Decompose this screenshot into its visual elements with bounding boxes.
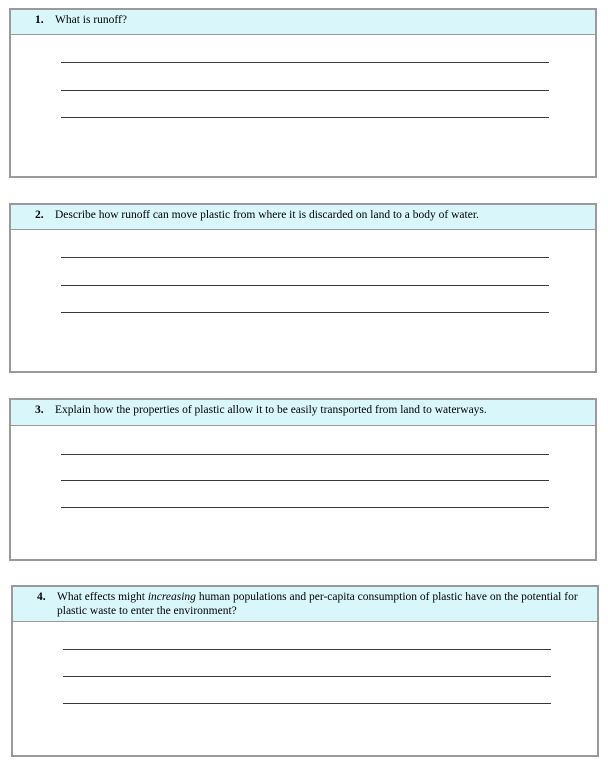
question-3-header bbox=[11, 400, 595, 426]
answer-line[interactable] bbox=[63, 676, 551, 677]
question-text: Describe how runoff can move plastic from where it is discarded on land to a body of water. bbox=[55, 209, 479, 221]
question-text: What is runoff? bbox=[55, 14, 127, 26]
answer-line[interactable] bbox=[61, 90, 549, 91]
answer-line[interactable] bbox=[63, 703, 551, 704]
answer-line[interactable] bbox=[61, 117, 549, 118]
answer-line[interactable] bbox=[63, 649, 551, 650]
question-4-box bbox=[11, 585, 599, 757]
question-number: 2. bbox=[35, 209, 44, 221]
answer-line[interactable] bbox=[61, 285, 549, 286]
question-3-box bbox=[9, 398, 597, 561]
question-text: Explain how the properties of plastic allow it to be easily transported from land to waterways. bbox=[55, 404, 487, 416]
emphasis-text: increasing bbox=[147, 591, 196, 603]
question-number: 3. bbox=[35, 404, 44, 416]
question-4-header bbox=[13, 587, 597, 622]
question-1-header bbox=[11, 10, 595, 35]
answer-line[interactable] bbox=[61, 257, 549, 258]
question-2-box bbox=[9, 203, 597, 373]
question-number: 1. bbox=[35, 14, 44, 26]
answer-line[interactable] bbox=[61, 454, 549, 455]
answer-line[interactable] bbox=[61, 507, 549, 508]
answer-line[interactable] bbox=[61, 480, 549, 481]
question-2-header bbox=[11, 205, 595, 230]
question-1-box bbox=[9, 8, 597, 178]
question-text: What effects might increasing human populations and per-capita consumption of plastic have on the potential for plastic waste to enter the environment? bbox=[57, 591, 578, 617]
answer-line[interactable] bbox=[61, 312, 549, 313]
question-number: 4. bbox=[37, 591, 46, 603]
answer-line[interactable] bbox=[61, 62, 549, 63]
